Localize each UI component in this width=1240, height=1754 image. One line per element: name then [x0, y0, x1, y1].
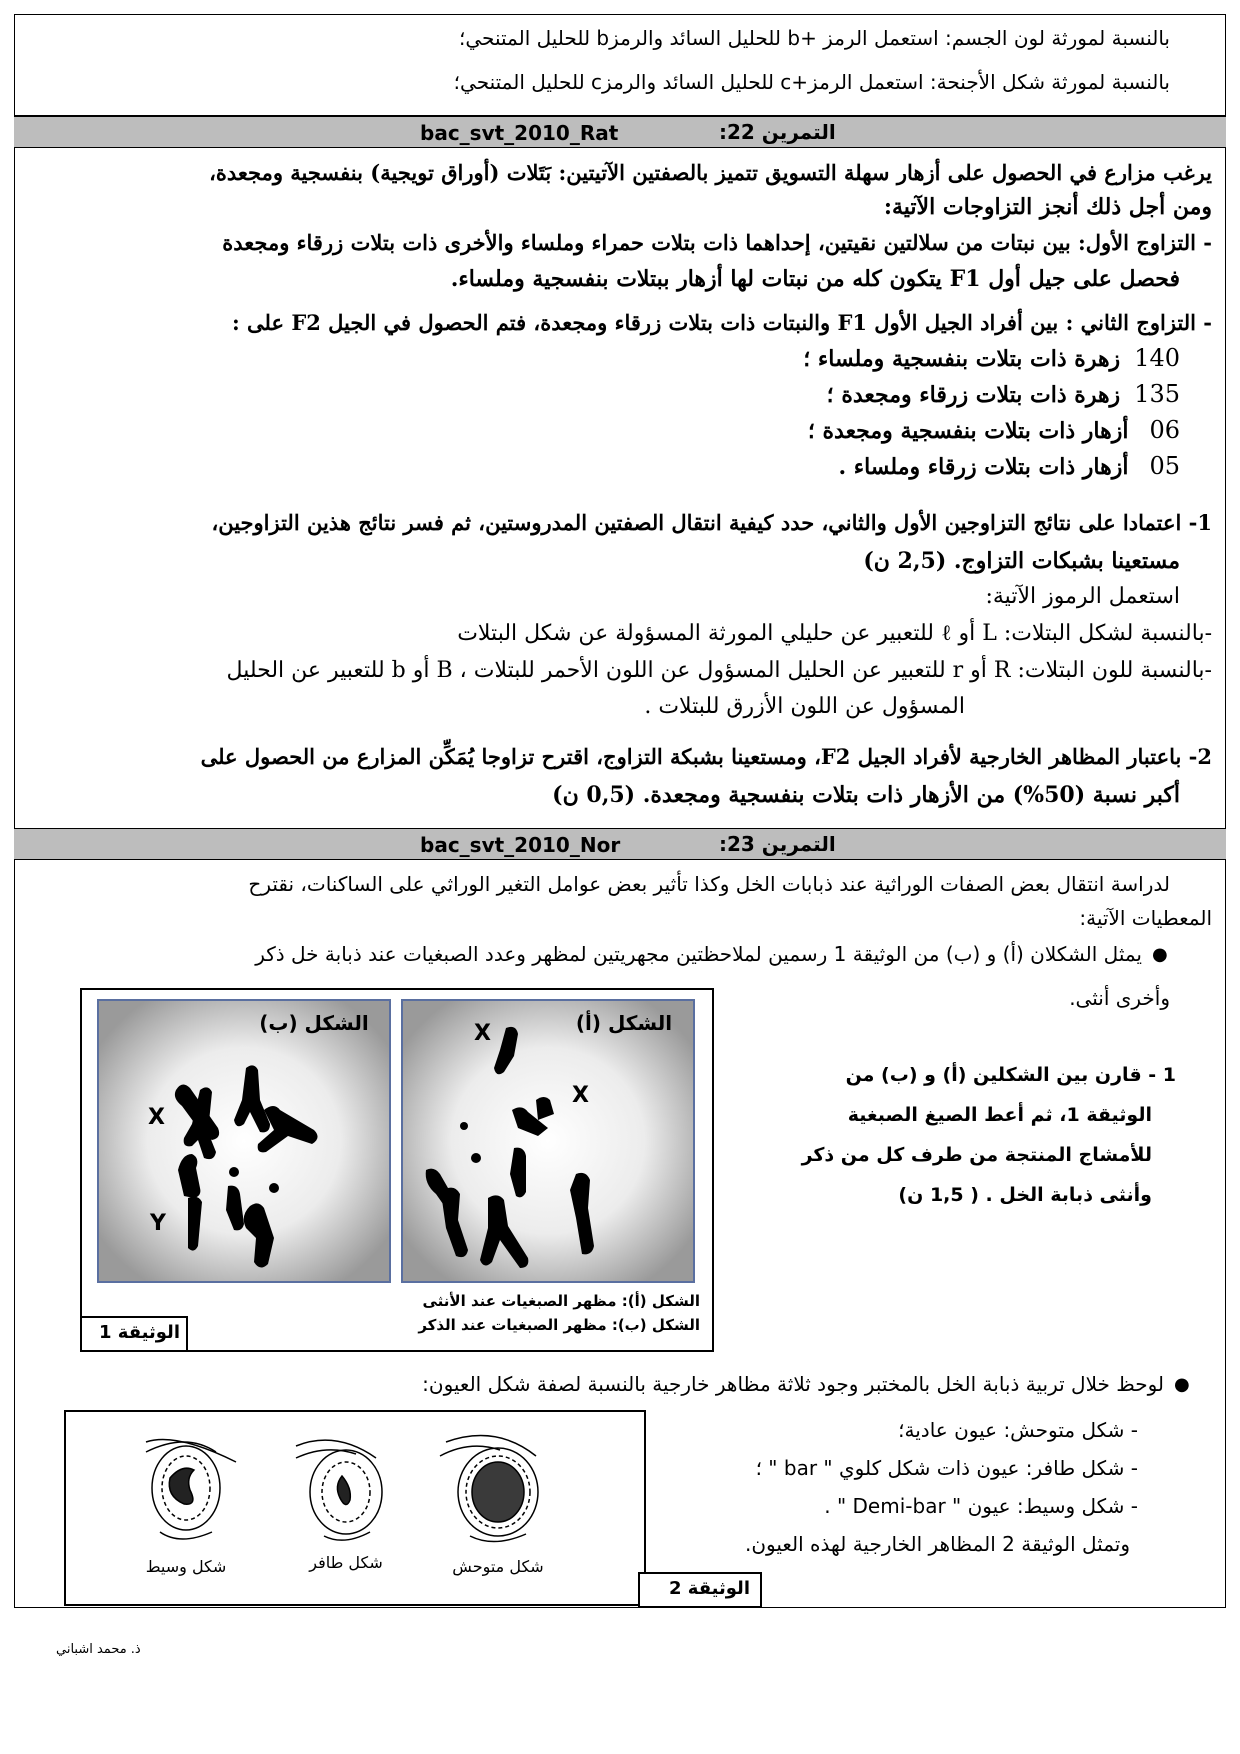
intermediate-eye-label: شكل وسيط	[145, 1557, 227, 1576]
exercise-22-code: bac_svt_2010_Rat	[420, 121, 619, 145]
ex23-intro-line1: لدراسة انتقال بعض الصفات الوراثية عند ذبابات الخل وكذا تأثير بعض عوامل التغير الوراثي على الساكنات، نقترح	[248, 872, 1170, 896]
figure-a-panel	[402, 1000, 694, 1282]
ex22-symbols-heading: استعمل الرموز الآتية:	[985, 584, 1180, 609]
eye-forms-note: وتمثل الوثيقة 2 المظاهر الخارجية لهذه العيون.	[744, 1532, 1130, 1556]
list-item	[803, 344, 1180, 372]
exercise-22-bar	[14, 116, 1226, 148]
ex22-intro-line2: ومن أجل ذلك أنجز التزاوجات الآتية:	[883, 194, 1212, 220]
ex22-question1-line1: 1- اعتمادا على نتائج التزاوجين الأول والثاني، حدد كيفية انتقال الصفتين المدروستين، ثم فسر نتائج هذين التزاوجين،	[211, 510, 1212, 535]
list-item	[808, 416, 1180, 444]
ex23-q1-line: 1 - قارن بين الشكلين (أ) و (ب) من	[845, 1064, 1176, 1086]
mutant-eye-icon	[296, 1440, 382, 1540]
ex22-question2-line2: أكبر نسبة (50%) من الأزهار ذات بتلات بنفسجية ومجعدة. (0,5 ن)	[552, 782, 1180, 808]
intermediate-eye-icon	[146, 1440, 236, 1540]
mutant-eye-label: شكل طافر	[309, 1553, 383, 1572]
figure-b-panel	[98, 1000, 390, 1282]
exercise-22-title: التمرين 22:	[719, 120, 836, 144]
figure-b-label: الشكل (ب)	[259, 1011, 369, 1035]
ex22-cross1-line1: - التزاوج الأول: بين نبتات من سلالتين نقيتين، إحداهما ذات بتلات حمراء وملساء والأخرى ذات بتلات زرقاء ومجعدة	[222, 230, 1212, 255]
ex23-intro-line2: المعطيات الآتية:	[1079, 906, 1212, 930]
ex22-question2-line1: 2- باعتبار المظاهر الخارجية لأفراد الجيل F2، ومستعينا بشبكة التزاوج، اقترح تزاوجا يُمَكِّن المزارع من الحصول على	[200, 744, 1212, 769]
x-chromosome-label-a1: X	[474, 1021, 491, 1046]
y-chromosome-label: Y	[150, 1211, 166, 1236]
body-color-symbols-line: بالنسبة لمورثة لون الجسم: استعمل الرمز +b للحليل السائد والرمزb للحليل المتنحي؛	[459, 26, 1170, 50]
result-count: 135	[1134, 380, 1180, 408]
document-1-tag-label: الوثيقة 1	[99, 1322, 180, 1343]
exercise-23-title: التمرين 23:	[719, 832, 836, 856]
exercise-23-bar	[14, 828, 1226, 860]
result-count: 140	[1134, 344, 1180, 372]
ex22-question1-line2: مستعينا بشبكات التزاوج. (2,5 ن)	[863, 548, 1180, 574]
figure-a-label: الشكل (أ)	[575, 1011, 673, 1035]
eye-form-intermediate: - شكل وسيط: عيون " Demi-bar " .	[824, 1494, 1138, 1518]
document-2-tag-label: الوثيقة 2	[669, 1578, 750, 1599]
ex22-symbols-color: -بالنسبة للون البتلات: R أو r للتعبير عن الحليل المسؤول عن اللون الأحمر للبتلات ، B أو b للتعبير عن الحليل	[226, 658, 1212, 683]
caption-figure-a: الشكل (أ): مظهر الصبغيات عند الأنثى	[422, 1292, 700, 1310]
result-text: أزهار ذات بتلات بنفسجية ومجعدة ؛	[807, 418, 1129, 444]
result-text: زهرة ذات بتلات بنفسجية وملساء ؛	[803, 346, 1121, 372]
wild-eye-icon	[440, 1436, 538, 1542]
wing-shape-symbols-line: بالنسبة لمورثة شكل الأجنحة: استعمل الرمز+c للحليل السائد والرمزc للحليل المتنحي؛	[453, 70, 1170, 94]
result-text: أزهار ذات بتلات زرقاء وملساء .	[838, 454, 1129, 480]
ex22-symbols-shape: -بالنسبة لشكل البتلات: L أو ℓ للتعبير عن حليلي المورثة المسؤولة عن شكل البتلات	[457, 621, 1212, 646]
list-item	[827, 380, 1180, 408]
exercise-23-code: bac_svt_2010_Nor	[420, 833, 621, 857]
result-count: 05	[1149, 452, 1180, 480]
ex23-q1-line: وأنثى ذبابة الخل . ( 1,5 ن)	[898, 1184, 1152, 1206]
ex22-cross2-line: - التزاوج الثاني : بين أفراد الجيل الأول F1 والنبتات ذات بتلات زرقاء ومجعدة، فتم الحصول في الجيل F2 على :	[231, 310, 1212, 335]
document-1-figures	[96, 998, 702, 1288]
author-footer: ذ. محمد اشباني	[56, 1642, 141, 1657]
wild-eye-label: شكل متوحش	[452, 1557, 544, 1576]
ex23-q1-line: الوثيقة 1، ثم أعط الصيغ الصبغية	[847, 1104, 1152, 1126]
ex22-intro-line1: يرغب مزارع في الحصول على أزهار سهلة التسويق تتميز بالصفتين الآتيتين: بَتَلات (أوراق تويجية) بنفسجية ومجعدة،	[209, 160, 1212, 185]
document-2-eye-drawings	[66, 1412, 644, 1578]
ex22-cross1-line2: فحصل على جيل أول F1 يتكون كله من نبتات لها أزهار ببتلات بنفسجية وملساء.	[450, 266, 1180, 292]
ex23-bullet1-line1: يمثل الشكلان (أ) و (ب) من الوثيقة 1 رسمين لملاحظتين مجهريتين لمظهر وعدد الصبغيات عند ذبابة خل ذكر	[255, 942, 1142, 966]
result-text: زهرة ذات بتلات زرقاء ومجعدة ؛	[826, 382, 1121, 408]
ex22-symbols-color-cont: المسؤول عن اللون الأزرق للبتلات .	[644, 694, 965, 719]
result-count: 06	[1149, 416, 1180, 444]
ex23-q1-line: للأمشاج المنتجة من طرف كل من ذكر	[801, 1144, 1152, 1166]
bullet-icon: ●	[1152, 944, 1168, 965]
eye-form-mutant: - شكل طافر: عيون ذات شكل كلوي " bar " ؛	[755, 1456, 1138, 1480]
ex23-bullet2-line: لوحظ خلال تربية ذبابة الخل بالمختبر وجود ثلاثة مظاهر خارجية بالنسبة لصفة شكل العيون:	[422, 1372, 1164, 1396]
x-chromosome-label-b: X	[148, 1105, 165, 1130]
eye-form-wild: - شكل متوحش: عيون عادية؛	[898, 1418, 1138, 1442]
ex23-bullet1-line2: وأخرى أنثى.	[1069, 986, 1170, 1010]
bullet-icon: ●	[1174, 1374, 1190, 1395]
x-chromosome-label-a2: X	[572, 1083, 589, 1108]
list-item	[838, 452, 1180, 480]
caption-figure-b: الشكل (ب): مظهر الصبغيات عند الذكر	[418, 1316, 700, 1334]
